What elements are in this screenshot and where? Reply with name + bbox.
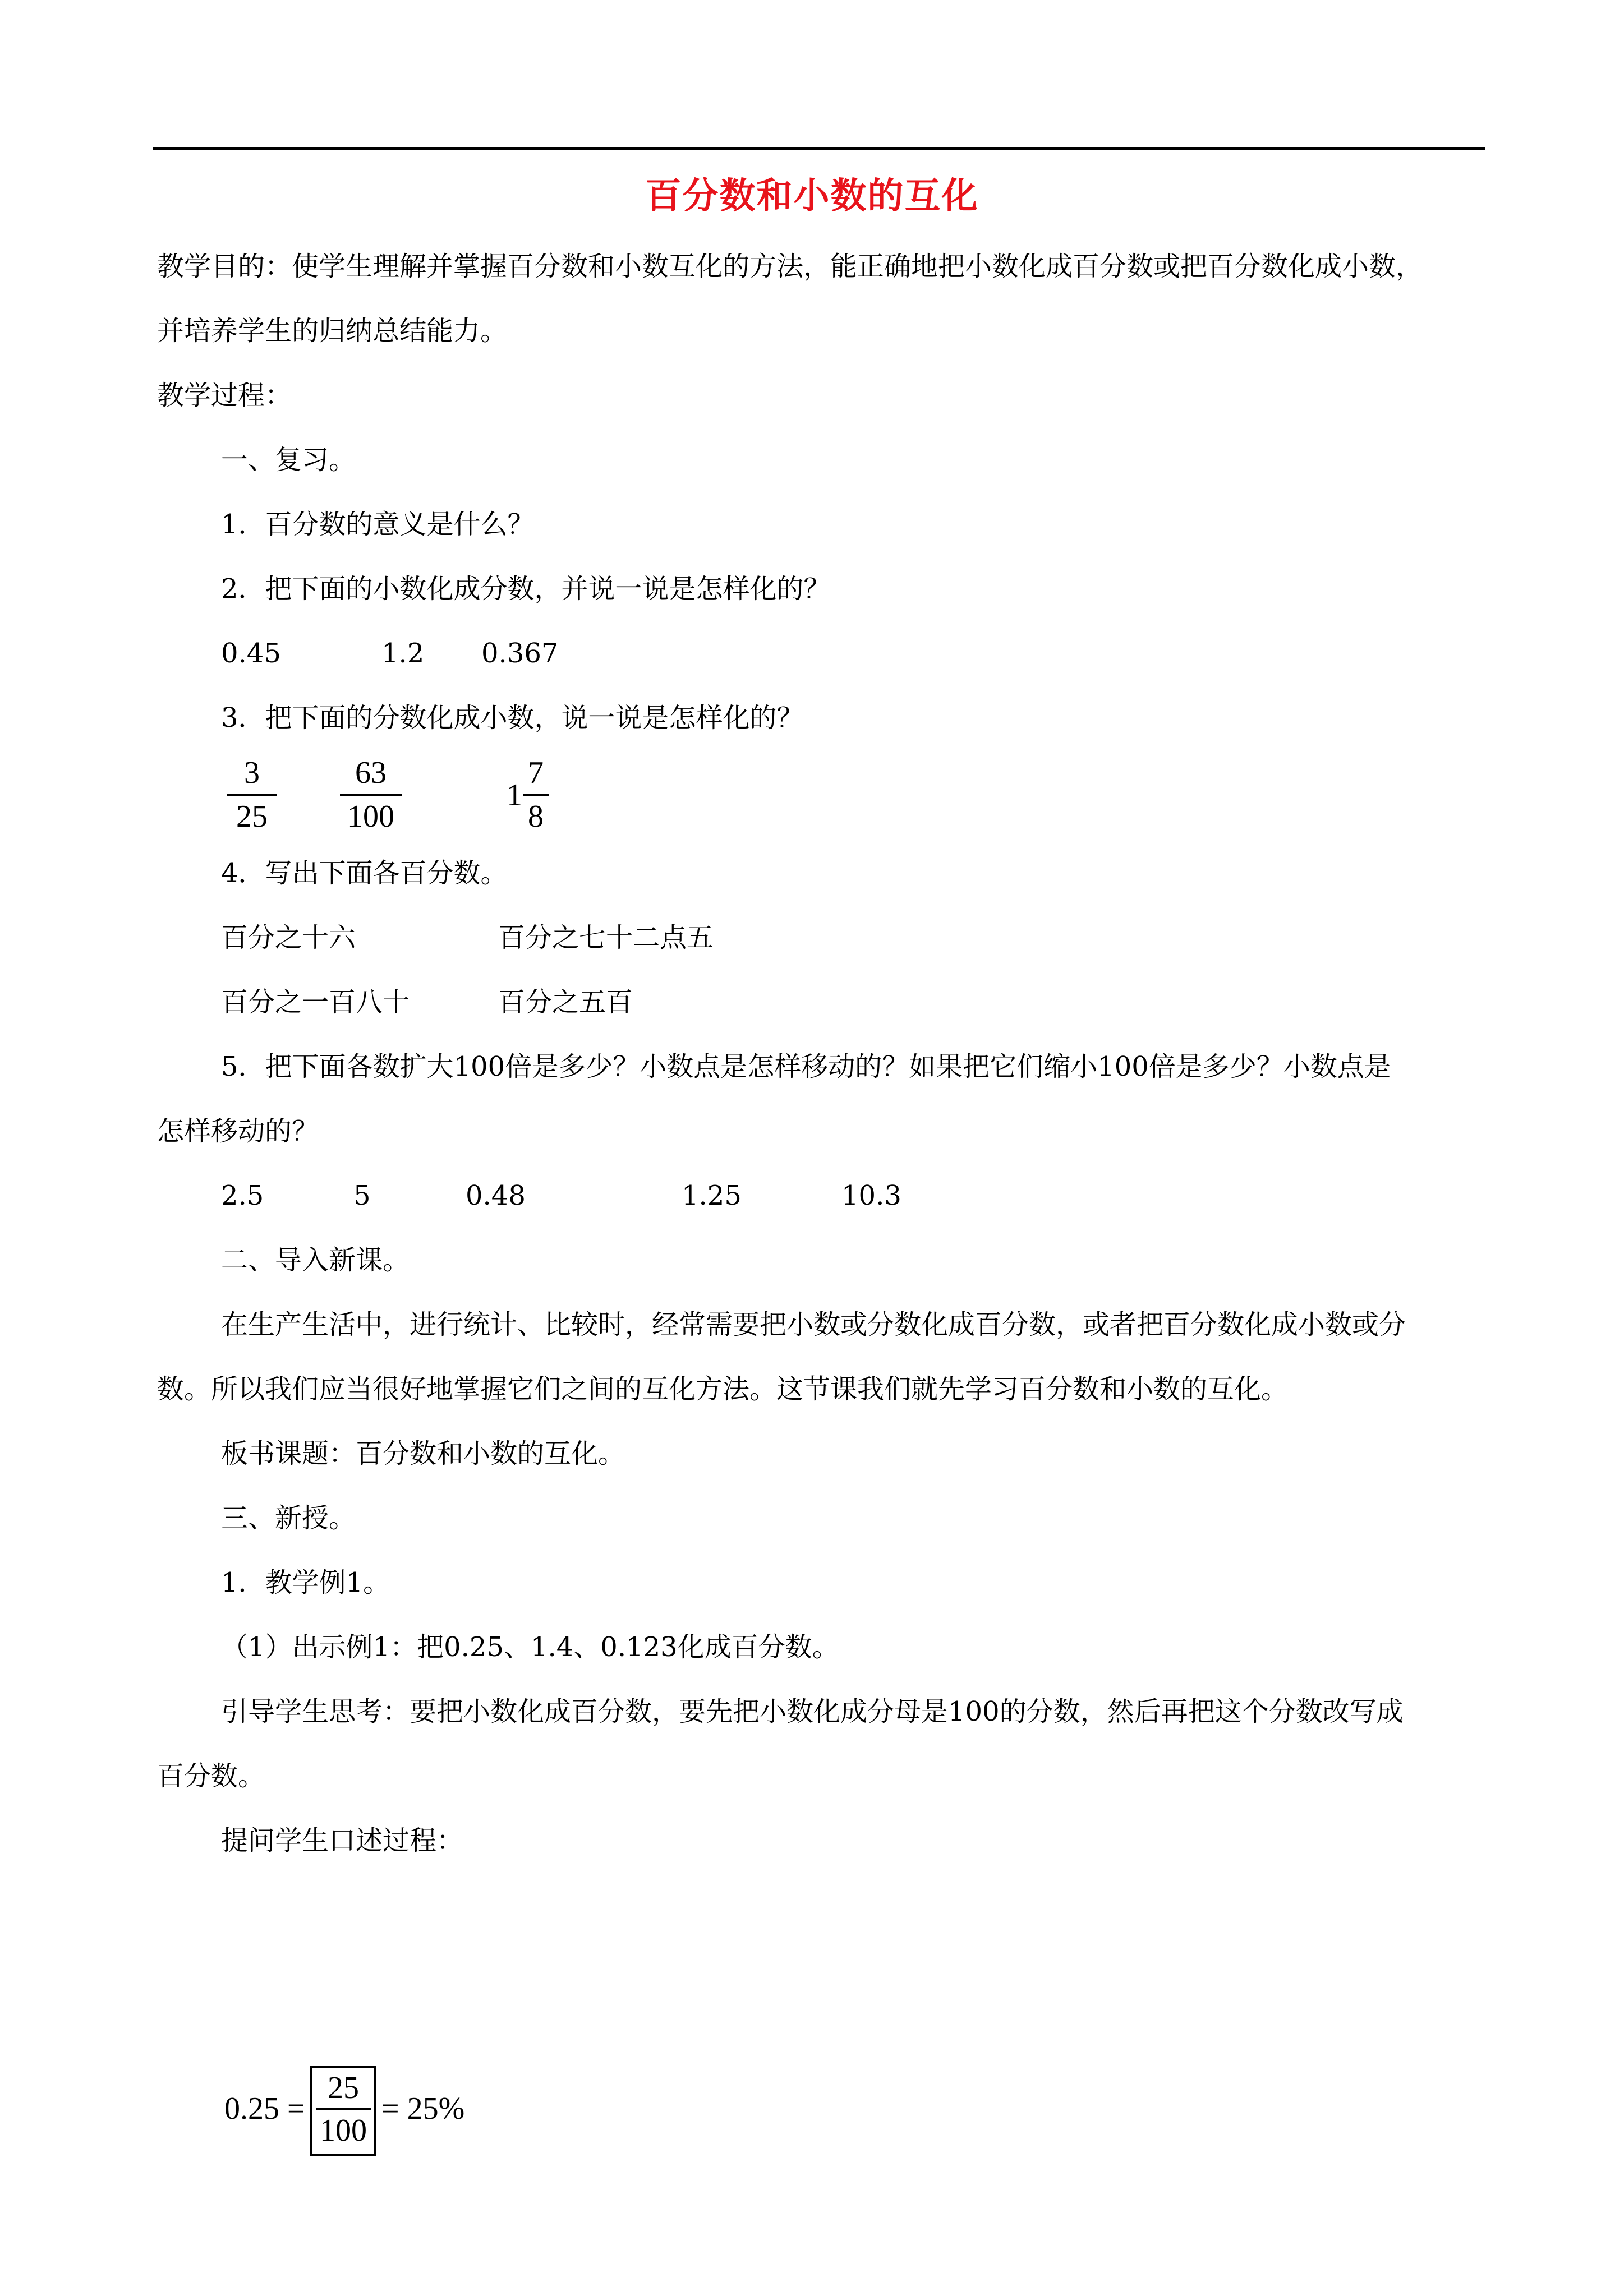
denominator: 8: [528, 799, 544, 834]
percent-word-3: 百分之一百八十: [221, 986, 410, 1018]
mixed-whole: 1: [507, 778, 522, 813]
process-heading: 教学过程：: [157, 380, 292, 411]
denominator: 100: [347, 799, 394, 834]
numerator: 3: [244, 755, 260, 790]
decimal-item: 1.2: [381, 638, 425, 669]
number-item: 5: [353, 1180, 371, 1211]
question-3: 3．把下面的分数化成小数，说一说是怎样化的？: [221, 702, 804, 734]
intro-line-1: 在生产生活中，进行统计、比较时，经常需要把小数或分数化成百分数，或者把百分数化成小数或分: [221, 1309, 1406, 1340]
header-rule: [153, 147, 1485, 150]
example-1: 1．教学例1。: [221, 1567, 390, 1598]
section-new: 三、新授。: [221, 1502, 356, 1534]
numerator: 63: [355, 755, 387, 790]
question-2: 2．把下面的小数化成分数，并说一说是怎样化的？: [221, 573, 831, 605]
boxed-fraction: [310, 2066, 376, 2156]
decimal-item: 0.367: [481, 638, 559, 669]
decimal-item: 0.45: [221, 638, 281, 669]
page-title: 百分数和小数的互化: [645, 175, 979, 217]
fraction-bar: [523, 794, 549, 796]
numerator: 7: [528, 755, 544, 790]
percent-word-2: 百分之七十二点五: [498, 922, 714, 953]
ask-students: 提问学生口述过程：: [221, 1825, 464, 1856]
fraction-7-8: [523, 754, 549, 835]
example-1-show: （1）出示例1：把0.25、1.4、0.123化成百分数。: [221, 1631, 839, 1663]
fraction-bar: [227, 794, 277, 796]
goal-line-2: 并培养学生的归纳总结能力。: [157, 315, 508, 347]
question-5-line-2: 怎样移动的？: [157, 1115, 319, 1147]
number-item: 10.3: [841, 1180, 901, 1211]
goal-line-1: 教学目的：使学生理解并掌握百分数和小数互化的方法，能正确地把小数化成百分数或把百分数化成小数，: [157, 251, 1423, 282]
board-title: 板书课题：百分数和小数的互化。: [221, 1438, 625, 1469]
number-item: 1.25: [682, 1180, 742, 1211]
section-review: 一、复习。: [221, 444, 356, 476]
question-5-line-1: 5．把下面各数扩大100倍是多少？小数点是怎样移动的？如果把它们缩小100倍是多少？小数点是: [221, 1051, 1391, 1082]
percent-word-1: 百分之十六: [221, 922, 356, 953]
section-intro: 二、导入新课。: [221, 1244, 410, 1276]
equation-left: 0.25 =: [224, 2091, 305, 2126]
denominator: 100: [320, 2113, 367, 2148]
guide-line-1: 引导学生思考：要把小数化成百分数，要先把小数化成分母是100的分数，然后再把这个分数改写成: [221, 1696, 1404, 1727]
intro-line-2: 数。所以我们应当很好地掌握它们之间的互化方法。这节课我们就先学习百分数和小数的互化。: [157, 1373, 1289, 1405]
fraction-3-25: [227, 754, 277, 835]
equation-right: = 25%: [381, 2091, 465, 2126]
number-item: 0.48: [466, 1180, 526, 1211]
numerator: 25: [328, 2071, 359, 2105]
denominator: 25: [236, 799, 268, 834]
number-item: 2.5: [221, 1180, 264, 1211]
fraction-63-100: [340, 754, 402, 835]
fraction-bar: [316, 2108, 371, 2110]
question-4: 4．写出下面各百分数。: [221, 857, 508, 889]
fraction-bar: [340, 794, 402, 796]
percent-word-4: 百分之五百: [498, 986, 633, 1018]
question-1: 1．百分数的意义是什么？: [221, 509, 535, 540]
guide-line-2: 百分数。: [157, 1760, 265, 1792]
